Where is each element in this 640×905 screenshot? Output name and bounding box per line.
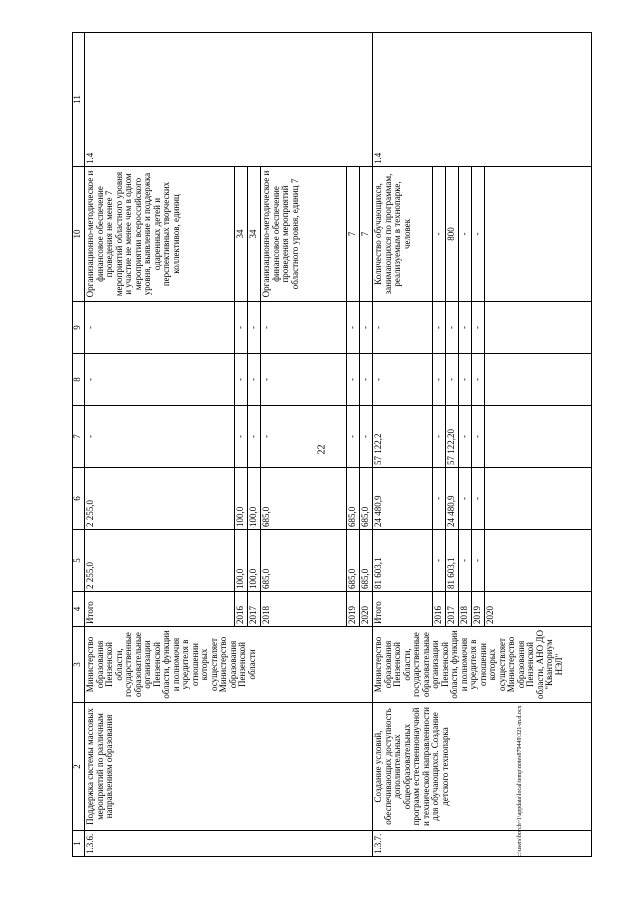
year-cell: 2016 — [235, 592, 248, 627]
header-row — [73, 33, 85, 857]
year-cell: Итого — [373, 592, 433, 627]
value-cell: - — [472, 302, 485, 354]
program-activities-table — [72, 32, 592, 857]
year-cell: 2019 — [347, 592, 360, 627]
value-cell: - — [248, 406, 261, 468]
col-header: 11 — [73, 33, 85, 167]
value-cell: - — [235, 406, 248, 468]
indicator-text: Организационно-методическое и финансовое обеспечение проведения не менее 7 мероприятий областного уровня и участие не менее чем в одном мероприятии всероссийского уровня, выявление и поддержка одаренных детей и перспективных творческих коллективов, единиц — [85, 167, 235, 302]
value-cell — [485, 530, 592, 592]
year-cell: 2016 — [433, 592, 446, 627]
col-header: 5 — [73, 530, 85, 592]
value-cell: 100,0 — [235, 468, 248, 530]
year-cell: 2020 — [360, 592, 373, 627]
value-cell: 2 255,0 — [85, 468, 235, 530]
value-cell: - — [360, 406, 373, 468]
value-cell: - — [446, 302, 459, 354]
value-cell: - — [472, 468, 485, 530]
value-cell: - — [235, 302, 248, 354]
value-cell: 24 480,9 — [373, 468, 433, 530]
value-cell — [485, 167, 592, 302]
value-cell: - — [85, 354, 235, 406]
col-header: 2 — [73, 703, 85, 831]
value-cell: - — [261, 406, 347, 468]
value-cell: 2 255,0 — [85, 530, 235, 592]
value-cell: - — [85, 406, 235, 468]
value-cell: - — [433, 354, 446, 406]
row-number: 1.3.7. — [373, 831, 592, 857]
value-cell: - — [472, 530, 485, 592]
indicator-text: Организационно-методическое и финансовое обеспечение проведения мероприятий областного уровня, единиц 7 — [261, 167, 347, 302]
indicator-ref: 1.4 — [85, 33, 373, 167]
value-cell: - — [433, 530, 446, 592]
value-cell: - — [248, 302, 261, 354]
value-cell: - — [459, 354, 472, 406]
col-header: 4 — [73, 592, 85, 627]
value-cell: 81 603,1 — [446, 530, 459, 592]
indicator-ref: 1.4 — [373, 33, 592, 167]
table-row — [373, 33, 433, 857]
year-cell: 2017 — [248, 592, 261, 627]
value-cell: - — [360, 354, 373, 406]
value-cell: - — [433, 302, 446, 354]
value-cell: 81 603,1 — [373, 530, 433, 592]
table-row — [85, 33, 235, 857]
year-cell: Итого — [85, 592, 235, 627]
col-header: 3 — [73, 627, 85, 703]
value-cell: - — [373, 354, 433, 406]
value-cell: - — [433, 406, 446, 468]
year-cell: 2019 — [472, 592, 485, 627]
value-cell: - — [261, 302, 347, 354]
value-cell: - — [235, 354, 248, 406]
value-cell: - — [446, 354, 459, 406]
value-cell: 100,0 — [235, 530, 248, 592]
value-cell: - — [459, 468, 472, 530]
activity-name: Поддержка системы массовых мероприятий по различным направлениям образования — [85, 703, 373, 831]
footer-file-path: c:\users\borch~1\appdata\local\temp\notes879449\321-m.d.ocx — [517, 705, 523, 857]
activity-name: Создание условий, обеспечивающих доступность дополнительных общеобразовательных программ естественнонаучной и технической направленности для обучающихся. Создание детского технопарка — [373, 703, 592, 831]
col-header: 1 — [73, 831, 85, 857]
value-cell — [485, 354, 592, 406]
value-cell: 7 — [347, 167, 360, 302]
col-header: 7 — [73, 406, 85, 468]
value-cell: - — [347, 302, 360, 354]
value-cell: 34 — [235, 167, 248, 302]
year-cell: 2020 — [485, 592, 592, 627]
value-cell: - — [347, 354, 360, 406]
value-cell: - — [248, 354, 261, 406]
value-cell: - — [459, 167, 472, 302]
value-cell: 685,0 — [360, 468, 373, 530]
value-cell: - — [85, 302, 235, 354]
value-cell: 685,0 — [347, 530, 360, 592]
value-cell: - — [472, 167, 485, 302]
year-cell: 2018 — [261, 592, 347, 627]
value-cell: - — [433, 468, 446, 530]
col-header: 6 — [73, 468, 85, 530]
row-number: 1.3.6. — [85, 831, 373, 857]
value-cell: 800 — [446, 167, 459, 302]
value-cell — [485, 302, 592, 354]
value-cell: - — [472, 406, 485, 468]
value-cell: 7 — [360, 167, 373, 302]
value-cell: - — [472, 354, 485, 406]
value-cell: - — [433, 167, 446, 302]
value-cell — [485, 406, 592, 468]
value-cell: - — [261, 354, 347, 406]
value-cell: 57 122,2 — [373, 406, 433, 468]
executor: Министерство образования Пензенской области, государственные образовательные организации Пензенской области, функции и полномочия учредителя в отношении которых осуществляет Министерство образования Пензенской области — [85, 627, 373, 703]
col-header: 9 — [73, 302, 85, 354]
value-cell: 34 — [248, 167, 261, 302]
value-cell: - — [360, 302, 373, 354]
value-cell: 100,0 — [248, 468, 261, 530]
indicator-text: Количество обучающихся, занимающихся по программам, реализуемым в технопарке, человек — [373, 167, 433, 302]
value-cell: 57 122,20 — [446, 406, 459, 468]
value-cell: - — [459, 302, 472, 354]
value-cell: - — [373, 302, 433, 354]
year-cell: 2017 — [446, 592, 459, 627]
value-cell: 685,0 — [360, 530, 373, 592]
year-cell: 2018 — [459, 592, 472, 627]
col-header: 8 — [73, 354, 85, 406]
value-cell: 685,0 — [261, 468, 347, 530]
value-cell: 685,0 — [347, 468, 360, 530]
col-header: 10 — [73, 167, 85, 302]
value-cell: - — [459, 530, 472, 592]
value-cell: - — [459, 406, 472, 468]
value-cell: 685,0 — [261, 530, 347, 592]
value-cell: - — [347, 406, 360, 468]
rotated-table-wrapper — [72, 33, 592, 857]
page-number: 22 — [316, 444, 328, 455]
value-cell: 24 480,9 — [446, 468, 459, 530]
value-cell — [485, 468, 592, 530]
executor: Министерство образования Пензенской области, государственные образовательные организации Пензенской области, функции и полномочия учредителя в отношении которых осуществляет Министерство образования Пензенской области, АНО ДО "Кванториум НЭЛ" — [373, 627, 592, 703]
value-cell: 100,0 — [248, 530, 261, 592]
